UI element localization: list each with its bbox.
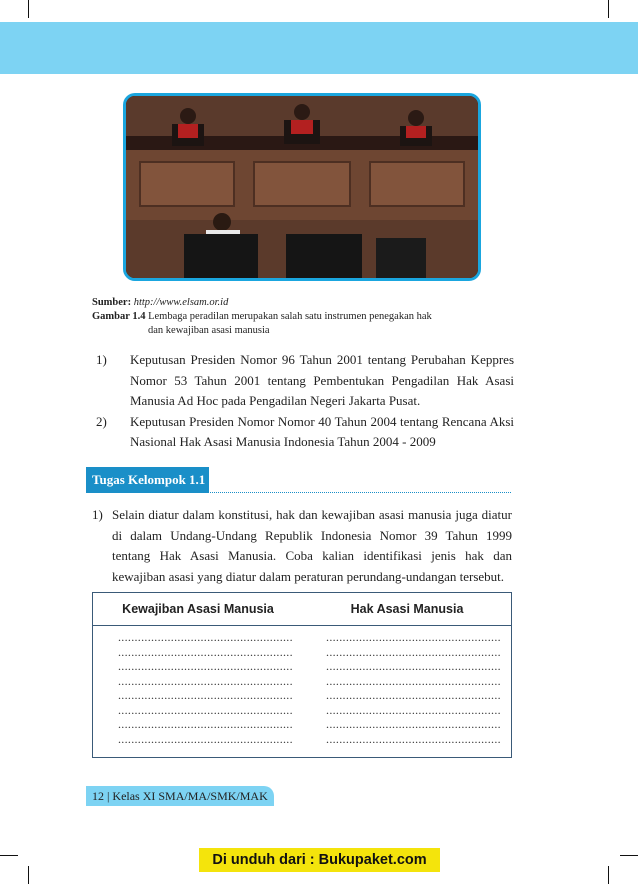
answer-line: .....................................................	[118, 659, 293, 673]
list-item-text: Keputusan Presiden Nomor Nomor 40 Tahun 2004 tentang Rencana Aksi Nasional Hak Asasi Manusia Indonesia Tahun 2004 - 2009	[130, 413, 514, 449]
list-item-number: 1)	[92, 507, 103, 522]
header-band	[0, 22, 638, 74]
answer-line: .....................................................	[326, 688, 501, 702]
list-item-number: 2)	[96, 413, 107, 429]
crop-mark	[608, 0, 609, 18]
list-item	[92, 505, 512, 587]
task-title: Tugas Kelompok 1.1	[86, 467, 209, 493]
answer-line: .....................................................	[118, 717, 293, 731]
source-label: Sumber:	[92, 297, 132, 308]
crop-mark	[28, 0, 29, 18]
answer-column-kewajiban[interactable]	[93, 626, 304, 758]
answer-line: .....................................................	[326, 630, 501, 644]
column-header-hak: Hak Asasi Manusia	[303, 593, 511, 626]
figure-text-continued: dan kewajiban asasi manusia	[148, 325, 270, 336]
list-item	[96, 412, 514, 453]
figure-text: Lembaga peradilan merupakan salah satu instrumen penegakan hak	[148, 311, 432, 322]
courtroom-photo	[123, 93, 481, 281]
worksheet-table	[92, 592, 512, 758]
crop-mark	[28, 866, 29, 884]
column-header-kewajiban: Kewajiban Asasi Manusia	[93, 593, 304, 626]
crop-mark	[620, 855, 638, 856]
regulation-list	[96, 350, 514, 453]
task-list	[92, 505, 512, 587]
source-line	[92, 296, 432, 310]
answer-line: .....................................................	[118, 630, 293, 644]
answer-line: .....................................................	[326, 673, 501, 688]
page-footer: 12 | Kelas XI SMA/MA/SMK/MAK	[86, 786, 274, 806]
source-url: http://www.elsam.or.id	[133, 297, 229, 308]
answer-line: .....................................................	[118, 702, 293, 717]
list-item-text: Selain diatur dalam konstitusi, hak dan kewajiban asasi manusia juga diatur di dalam Undang-Undang Republik Indonesia Nomor 39 Tahun 1999 tentang Hak Asasi Manusia. Coba kalian identifikasi jenis hak dan kewajiban asasi yang diatur dalam peraturan perundang-undangan tersebut.	[112, 507, 512, 584]
answer-line: .....................................................	[326, 644, 501, 659]
courtroom-image	[126, 96, 478, 278]
answer-line: .....................................................	[326, 702, 501, 717]
answer-line: .....................................................	[326, 731, 501, 746]
list-item-text: Keputusan Presiden Nomor 96 Tahun 2001 tentang Perubahan Keppres Nomor 53 Tahun 2001 tentang Pembentukan Pengadilan Hak Asasi Manusia Ad Hoc pada Pengadilan Negeri Jakarta Pusat.	[130, 352, 514, 408]
figure-line	[92, 310, 432, 338]
figure-caption	[92, 296, 432, 338]
answer-line: .....................................................	[118, 688, 293, 702]
list-item	[96, 350, 514, 412]
answer-line: .....................................................	[326, 659, 501, 673]
answer-line: .....................................................	[326, 717, 501, 731]
figure-label: Gambar 1.4	[92, 311, 146, 322]
answer-column-hak[interactable]	[303, 626, 511, 758]
answer-line: .....................................................	[118, 644, 293, 659]
crop-mark	[608, 866, 609, 884]
crop-mark	[0, 855, 18, 856]
download-watermark[interactable]: Di unduh dari : Bukupaket.com	[199, 848, 440, 872]
answer-line: .....................................................	[118, 731, 293, 746]
list-item-number: 1)	[96, 352, 107, 367]
answer-line: .....................................................	[118, 673, 293, 688]
